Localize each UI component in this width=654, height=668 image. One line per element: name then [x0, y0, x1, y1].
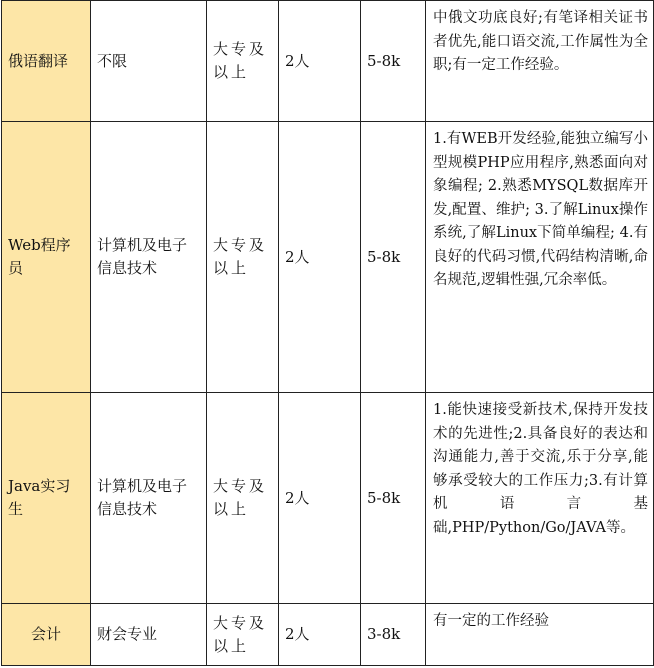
table-row: [2, 393, 654, 604]
table-row: [2, 604, 654, 666]
position-cell: Java实习生: [2, 393, 91, 604]
count-cell: 2人: [279, 604, 361, 666]
salary-cell: 5-8k: [361, 1, 426, 122]
education-cell: 大专及以上: [207, 393, 279, 604]
requirements-cell: 1.有WEB开发经验,能独立编写小型规模PHP应用程序,熟悉面向对象编程; 2.熟悉MYSQL数据库开发,配置、维护; 3.了解Linux操作系统,了解Linux下简单编程; 4.有良好的代码习惯,代码结构清晰,命名规范,逻辑性强,冗余率低。: [426, 122, 654, 393]
education-cell: 大专及以上: [207, 1, 279, 122]
salary-cell: 5-8k: [361, 393, 426, 604]
count-cell: 2人: [279, 393, 361, 604]
requirements-cell: 中俄文功底良好;有笔译相关证书者优先,能口语交流,工作属性为全职;有一定工作经验。: [426, 1, 654, 122]
table-row: [2, 122, 654, 393]
position-cell: 会计: [2, 604, 91, 666]
count-cell: 2人: [279, 122, 361, 393]
requirements-cell: 有一定的工作经验: [426, 604, 654, 666]
major-cell: 计算机及电子信息技术: [91, 393, 207, 604]
salary-cell: 3-8k: [361, 604, 426, 666]
major-cell: 不限: [91, 1, 207, 122]
position-cell: 俄语翻译: [2, 1, 91, 122]
education-cell: 大专及以上: [207, 604, 279, 666]
requirements-cell: 1.能快速接受新技术,保持开发技术的先进性;2.具备良好的表达和沟通能力,善于交流,乐于分享,能够承受较大的工作压力;3.有计算机语言基础,PHP/Python/Go/JAVA等。: [426, 393, 654, 604]
table-row: [2, 1, 654, 122]
count-cell: 2人: [279, 1, 361, 122]
major-cell: 财会专业: [91, 604, 207, 666]
education-cell: 大专及以上: [207, 122, 279, 393]
position-cell: Web程序员: [2, 122, 91, 393]
salary-cell: 5-8k: [361, 122, 426, 393]
job-table: [1, 0, 654, 666]
major-cell: 计算机及电子信息技术: [91, 122, 207, 393]
